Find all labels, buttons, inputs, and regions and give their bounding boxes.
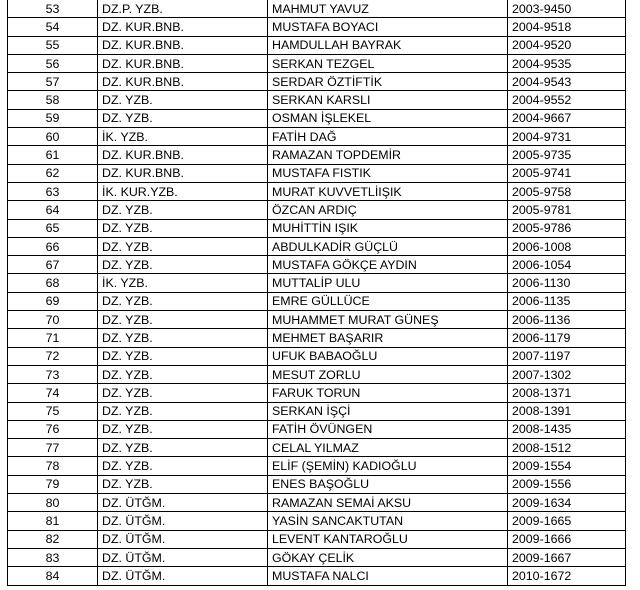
rank-cell: İK. KUR.YZB. <box>98 182 268 200</box>
rank-cell: DZ. YZB. <box>98 237 268 255</box>
registry-number-cell: 2007-1302 <box>508 365 626 383</box>
registry-number-cell: 2004-9520 <box>508 36 626 54</box>
table-row <box>8 201 626 219</box>
rank-cell: DZ. KUR.BNB. <box>98 73 268 91</box>
rank-cell: DZ. YZB. <box>98 256 268 274</box>
row-number-cell: 63 <box>8 182 98 200</box>
table-row <box>8 292 626 310</box>
person-name-cell: MUSTAFA NALCI <box>268 567 508 585</box>
person-name-cell: UFUK BABAOĞLU <box>268 347 508 365</box>
personnel-table-body <box>8 0 626 585</box>
table-row <box>8 494 626 512</box>
rank-cell: DZ. ÜTĞM. <box>98 494 268 512</box>
table-row <box>8 475 626 493</box>
row-number-cell: 78 <box>8 457 98 475</box>
table-row <box>8 384 626 402</box>
registry-number-cell: 2010-1672 <box>508 567 626 585</box>
table-row <box>8 237 626 255</box>
person-name-cell: MUSTAFA BOYACI <box>268 18 508 36</box>
registry-number-cell: 2004-9552 <box>508 91 626 109</box>
row-number-cell: 79 <box>8 475 98 493</box>
person-name-cell: ENES BAŞOĞLU <box>268 475 508 493</box>
registry-number-cell: 2008-1391 <box>508 402 626 420</box>
table-row <box>8 512 626 530</box>
rank-cell: DZ. ÜTĞM. <box>98 567 268 585</box>
registry-number-cell: 2004-9667 <box>508 109 626 127</box>
row-number-cell: 53 <box>8 0 98 18</box>
registry-number-cell: 2008-1371 <box>508 384 626 402</box>
row-number-cell: 77 <box>8 439 98 457</box>
table-row <box>8 548 626 566</box>
row-number-cell: 56 <box>8 54 98 72</box>
person-name-cell: CELAL YILMAZ <box>268 439 508 457</box>
row-number-cell: 58 <box>8 91 98 109</box>
table-row <box>8 274 626 292</box>
rank-cell: DZ. KUR.BNB. <box>98 36 268 54</box>
registry-number-cell: 2005-9786 <box>508 219 626 237</box>
table-row <box>8 439 626 457</box>
rank-cell: DZ. YZB. <box>98 475 268 493</box>
document-sheet <box>7 0 625 586</box>
table-row <box>8 329 626 347</box>
table-row <box>8 457 626 475</box>
row-number-cell: 59 <box>8 109 98 127</box>
rank-cell: DZ. YZB. <box>98 347 268 365</box>
table-row <box>8 36 626 54</box>
registry-number-cell: 2008-1435 <box>508 420 626 438</box>
row-number-cell: 83 <box>8 548 98 566</box>
row-number-cell: 81 <box>8 512 98 530</box>
person-name-cell: FARUK TORUN <box>268 384 508 402</box>
table-row <box>8 164 626 182</box>
registry-number-cell: 2006-1136 <box>508 311 626 329</box>
registry-number-cell: 2004-9535 <box>508 54 626 72</box>
row-number-cell: 75 <box>8 402 98 420</box>
table-row <box>8 420 626 438</box>
rank-cell: DZ.P. YZB. <box>98 0 268 18</box>
person-name-cell: MESUT ZORLU <box>268 365 508 383</box>
rank-cell: DZ. YZB. <box>98 311 268 329</box>
row-number-cell: 80 <box>8 494 98 512</box>
table-row <box>8 54 626 72</box>
row-number-cell: 61 <box>8 146 98 164</box>
person-name-cell: RAMAZAN TOPDEMİR <box>268 146 508 164</box>
row-number-cell: 72 <box>8 347 98 365</box>
person-name-cell: MUHİTTİN IŞIK <box>268 219 508 237</box>
person-name-cell: MUSTAFA GÖKÇE AYDIN <box>268 256 508 274</box>
table-row <box>8 91 626 109</box>
row-number-cell: 65 <box>8 219 98 237</box>
registry-number-cell: 2006-1130 <box>508 274 626 292</box>
person-name-cell: OSMAN İŞLEKEL <box>268 109 508 127</box>
row-number-cell: 54 <box>8 18 98 36</box>
rank-cell: İK. YZB. <box>98 274 268 292</box>
person-name-cell: SERKAN TEZGEL <box>268 54 508 72</box>
person-name-cell: GÖKAY ÇELİK <box>268 548 508 566</box>
table-row <box>8 0 626 18</box>
rank-cell: DZ. YZB. <box>98 219 268 237</box>
row-number-cell: 69 <box>8 292 98 310</box>
row-number-cell: 60 <box>8 128 98 146</box>
rank-cell: DZ. YZB. <box>98 457 268 475</box>
rank-cell: DZ. KUR.BNB. <box>98 146 268 164</box>
table-row <box>8 182 626 200</box>
row-number-cell: 68 <box>8 274 98 292</box>
registry-number-cell: 2009-1665 <box>508 512 626 530</box>
registry-number-cell: 2007-1197 <box>508 347 626 365</box>
row-number-cell: 67 <box>8 256 98 274</box>
person-name-cell: RAMAZAN SEMAİ AKSU <box>268 494 508 512</box>
table-row <box>8 128 626 146</box>
row-number-cell: 70 <box>8 311 98 329</box>
registry-number-cell: 2009-1556 <box>508 475 626 493</box>
registry-number-cell: 2004-9518 <box>508 18 626 36</box>
person-name-cell: FATİH DAĞ <box>268 128 508 146</box>
row-number-cell: 57 <box>8 73 98 91</box>
rank-cell: DZ. YZB. <box>98 384 268 402</box>
registry-number-cell: 2005-9758 <box>508 182 626 200</box>
person-name-cell: EMRE GÜLLÜCE <box>268 292 508 310</box>
table-row <box>8 219 626 237</box>
table-row <box>8 146 626 164</box>
rank-cell: DZ. YZB. <box>98 201 268 219</box>
rank-cell: DZ. YZB. <box>98 402 268 420</box>
person-name-cell: HAMDULLAH BAYRAK <box>268 36 508 54</box>
person-name-cell: YASİN SANCAKTUTAN <box>268 512 508 530</box>
rank-cell: DZ. ÜTĞM. <box>98 548 268 566</box>
rank-cell: DZ. ÜTĞM. <box>98 530 268 548</box>
person-name-cell: LEVENT KANTAROĞLU <box>268 530 508 548</box>
registry-number-cell: 2009-1634 <box>508 494 626 512</box>
table-row <box>8 109 626 127</box>
person-name-cell: MUHAMMET MURAT GÜNEŞ <box>268 311 508 329</box>
table-row <box>8 567 626 585</box>
row-number-cell: 84 <box>8 567 98 585</box>
rank-cell: DZ. ÜTĞM. <box>98 512 268 530</box>
table-row <box>8 402 626 420</box>
rank-cell: DZ. YZB. <box>98 420 268 438</box>
rank-cell: DZ. YZB. <box>98 329 268 347</box>
rank-cell: DZ. KUR.BNB. <box>98 164 268 182</box>
person-name-cell: SERKAN KARSLI <box>268 91 508 109</box>
registry-number-cell: 2006-1008 <box>508 237 626 255</box>
row-number-cell: 55 <box>8 36 98 54</box>
personnel-table <box>7 0 626 586</box>
registry-number-cell: 2004-9543 <box>508 73 626 91</box>
registry-number-cell: 2006-1135 <box>508 292 626 310</box>
rank-cell: DZ. KUR.BNB. <box>98 54 268 72</box>
person-name-cell: ELİF (ŞEMİN) KADIOĞLU <box>268 457 508 475</box>
person-name-cell: ABDULKADİR GÜÇLÜ <box>268 237 508 255</box>
registry-number-cell: 2005-9781 <box>508 201 626 219</box>
person-name-cell: MUTTALİP ULU <box>268 274 508 292</box>
rank-cell: DZ. KUR.BNB. <box>98 18 268 36</box>
person-name-cell: SERDAR ÖZTİFTİK <box>268 73 508 91</box>
registry-number-cell: 2006-1054 <box>508 256 626 274</box>
row-number-cell: 62 <box>8 164 98 182</box>
rank-cell: DZ. YZB. <box>98 91 268 109</box>
table-row <box>8 256 626 274</box>
table-row <box>8 311 626 329</box>
rank-cell: DZ. YZB. <box>98 292 268 310</box>
registry-number-cell: 2005-9741 <box>508 164 626 182</box>
rank-cell: İK. YZB. <box>98 128 268 146</box>
table-row <box>8 530 626 548</box>
rank-cell: DZ. YZB. <box>98 439 268 457</box>
registry-number-cell: 2009-1666 <box>508 530 626 548</box>
table-row <box>8 18 626 36</box>
row-number-cell: 74 <box>8 384 98 402</box>
table-row <box>8 347 626 365</box>
person-name-cell: MEHMET BAŞARIR <box>268 329 508 347</box>
row-number-cell: 64 <box>8 201 98 219</box>
registry-number-cell: 2003-9450 <box>508 0 626 18</box>
person-name-cell: MUSTAFA FISTIK <box>268 164 508 182</box>
row-number-cell: 82 <box>8 530 98 548</box>
registry-number-cell: 2004-9731 <box>508 128 626 146</box>
registry-number-cell: 2009-1667 <box>508 548 626 566</box>
registry-number-cell: 2006-1179 <box>508 329 626 347</box>
row-number-cell: 66 <box>8 237 98 255</box>
person-name-cell: MAHMUT YAVUZ <box>268 0 508 18</box>
rank-cell: DZ. YZB. <box>98 365 268 383</box>
registry-number-cell: 2008-1512 <box>508 439 626 457</box>
row-number-cell: 73 <box>8 365 98 383</box>
person-name-cell: SERKAN İŞÇİ <box>268 402 508 420</box>
registry-number-cell: 2005-9735 <box>508 146 626 164</box>
row-number-cell: 71 <box>8 329 98 347</box>
person-name-cell: FATİH ÖVÜNGEN <box>268 420 508 438</box>
person-name-cell: ÖZCAN ARDIÇ <box>268 201 508 219</box>
registry-number-cell: 2009-1554 <box>508 457 626 475</box>
row-number-cell: 76 <box>8 420 98 438</box>
table-row <box>8 365 626 383</box>
person-name-cell: MURAT KUVVETLİIŞIK <box>268 182 508 200</box>
table-row <box>8 73 626 91</box>
rank-cell: DZ. YZB. <box>98 109 268 127</box>
